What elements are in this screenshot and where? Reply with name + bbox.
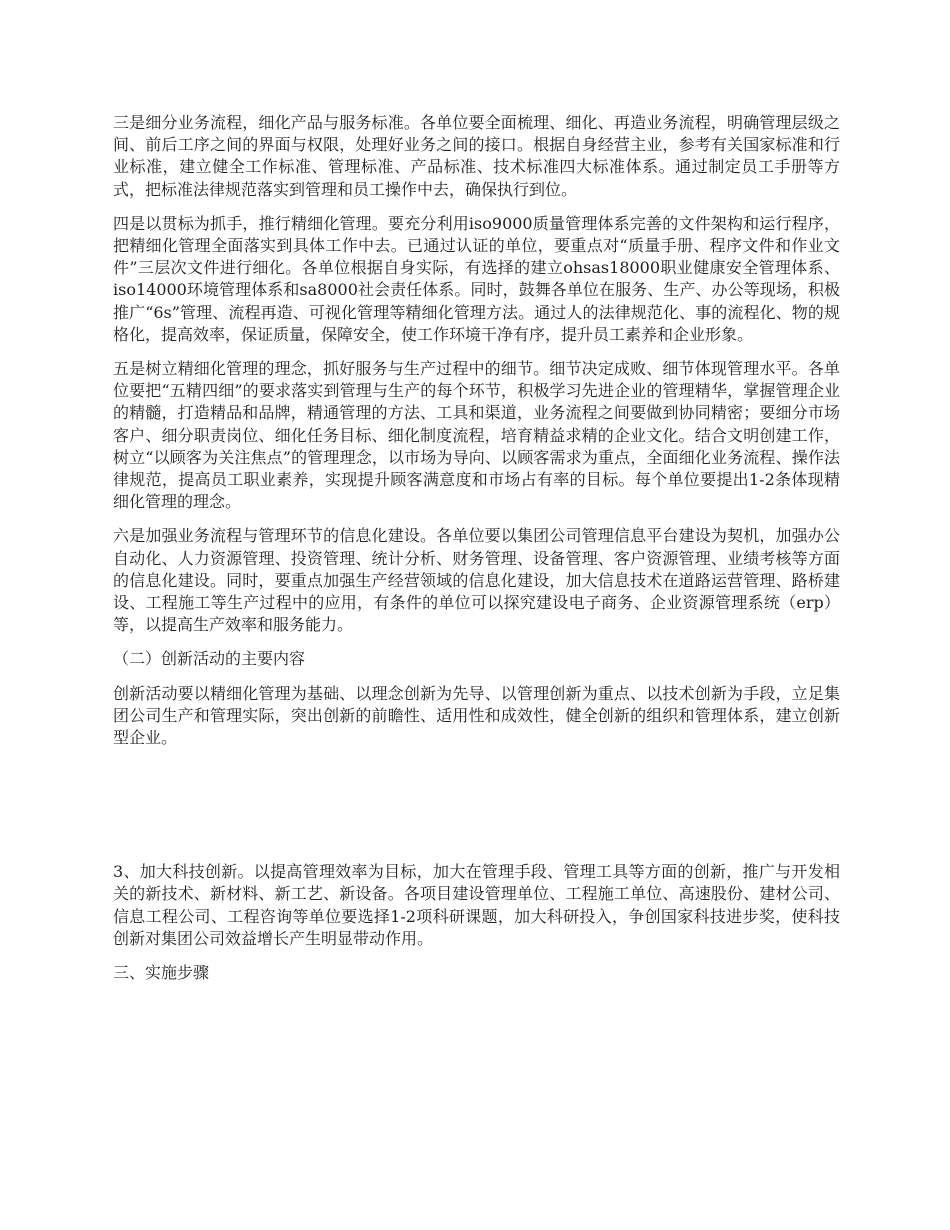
- paragraph-refined-management-concept: 五是树立精细化管理的理念，抓好服务与生产过程中的细节。细节决定成败、细节体现管理水平。各单位要把“五精四细”的要求落实到管理与生产的每个环节，积极学习先进企业的管理精华，掌握管理企业的精髓，打造精品和品牌，精通管理的方法、工具和渠道，业务流程之间要做到协同精密；要细分市场客户、细分职责岗位、细化任务目标、细化制度流程，培育精益求精的企业文化。结合文明创建工作，树立“以顾客为关注焦点”的管理理念，以市场为导向、以顾客需求为重点，全面细化业务流程、操作法律规范，提高员工职业素养，实现提升顾客满意度和市场占有率的目标。每个单位要提出1-2条体现精细化管理的理念。: [113, 359, 840, 512]
- blank-gap: [113, 761, 840, 861]
- paragraph-detail-processes: 三是细分业务流程，细化产品与服务标准。各单位要全面梳理、细化、再造业务流程，明确管理层级之间、前后工序之间的界面与权限，处理好业务之间的接口。根据自身经营主业，参考有关国家标准和行业标准，建立健全工作标准、管理标准、产品标准、技术标准四大标准体系。通过制定员工手册等方式，把标准法律规范落实到管理和员工操作中去，确保执行到位。: [113, 113, 840, 199]
- subheading-innovation-content: （二）创新活动的主要内容: [113, 649, 306, 669]
- paragraph-standards-management: 四是以贯标为抓手，推行精细化管理。要充分利用iso9000质量管理体系完善的文件架构和运行程序，把精细化管理全面落实到具体工作中去。已通过认证的单位，要重点对“质量手册、程序文件和作业文件”三层次文件进行细化。各单位根据自身实际，有选择的建立ohsas18000职业健康安全管理体系、iso14000环境管理体系和sa8000社会责任体系。同时，鼓舞各单位在服务、生产、办公等现场，积极推广“6s”管理、流程再造、可视化管理等精细化管理方法。通过人的法律规范化、事的流程化、物的规格化，提高效率，保证质量，保障安全，使工作环境干净有序，提升员工素养和企业形象。: [113, 213, 840, 344]
- paragraph-innovation-activities: 创新活动要以精细化管理为基础、以理念创新为先导、以管理创新为重点、以技术创新为手段，立足集团公司生产和管理实际，突出创新的前瞻性、适用性和成效性，健全创新的组织和管理体系，建立创新型企业。: [113, 683, 840, 748]
- section-heading-implementation-steps: 三、实施步骤: [113, 963, 210, 983]
- paragraph-informatization: 六是加强业务流程与管理环节的信息化建设。各单位要以集团公司管理信息平台建设为契机，加强办公自动化、人力资源管理、投资管理、统计分析、财务管理、设备管理、客户资源管理、业绩考核等方面的信息化建设。同时，要重点加强生产经营领域的信息化建设，加大信息技术在道路运营管理、路桥建设、工程施工等生产过程中的应用，有条件的单位可以探究建设电子商务、企业资源管理系统（erp）等，以提高生产效率和服务能力。: [113, 526, 840, 635]
- document-page: [113, 112, 840, 996]
- paragraph-technology-innovation: 3、加大科技创新。以提高管理效率为目标，加大在管理手段、管理工具等方面的创新，推广与开发相关的新技术、新材料、新工艺、新设备。各项目建设管理单位、工程施工单位、高速股份、建材公司、信息工程公司、工程咨询等单位要选择1-2项科研课题，加大科研投入，争创国家科技进步奖，使科技创新对集团公司效益增长产生明显带动作用。: [113, 862, 840, 948]
